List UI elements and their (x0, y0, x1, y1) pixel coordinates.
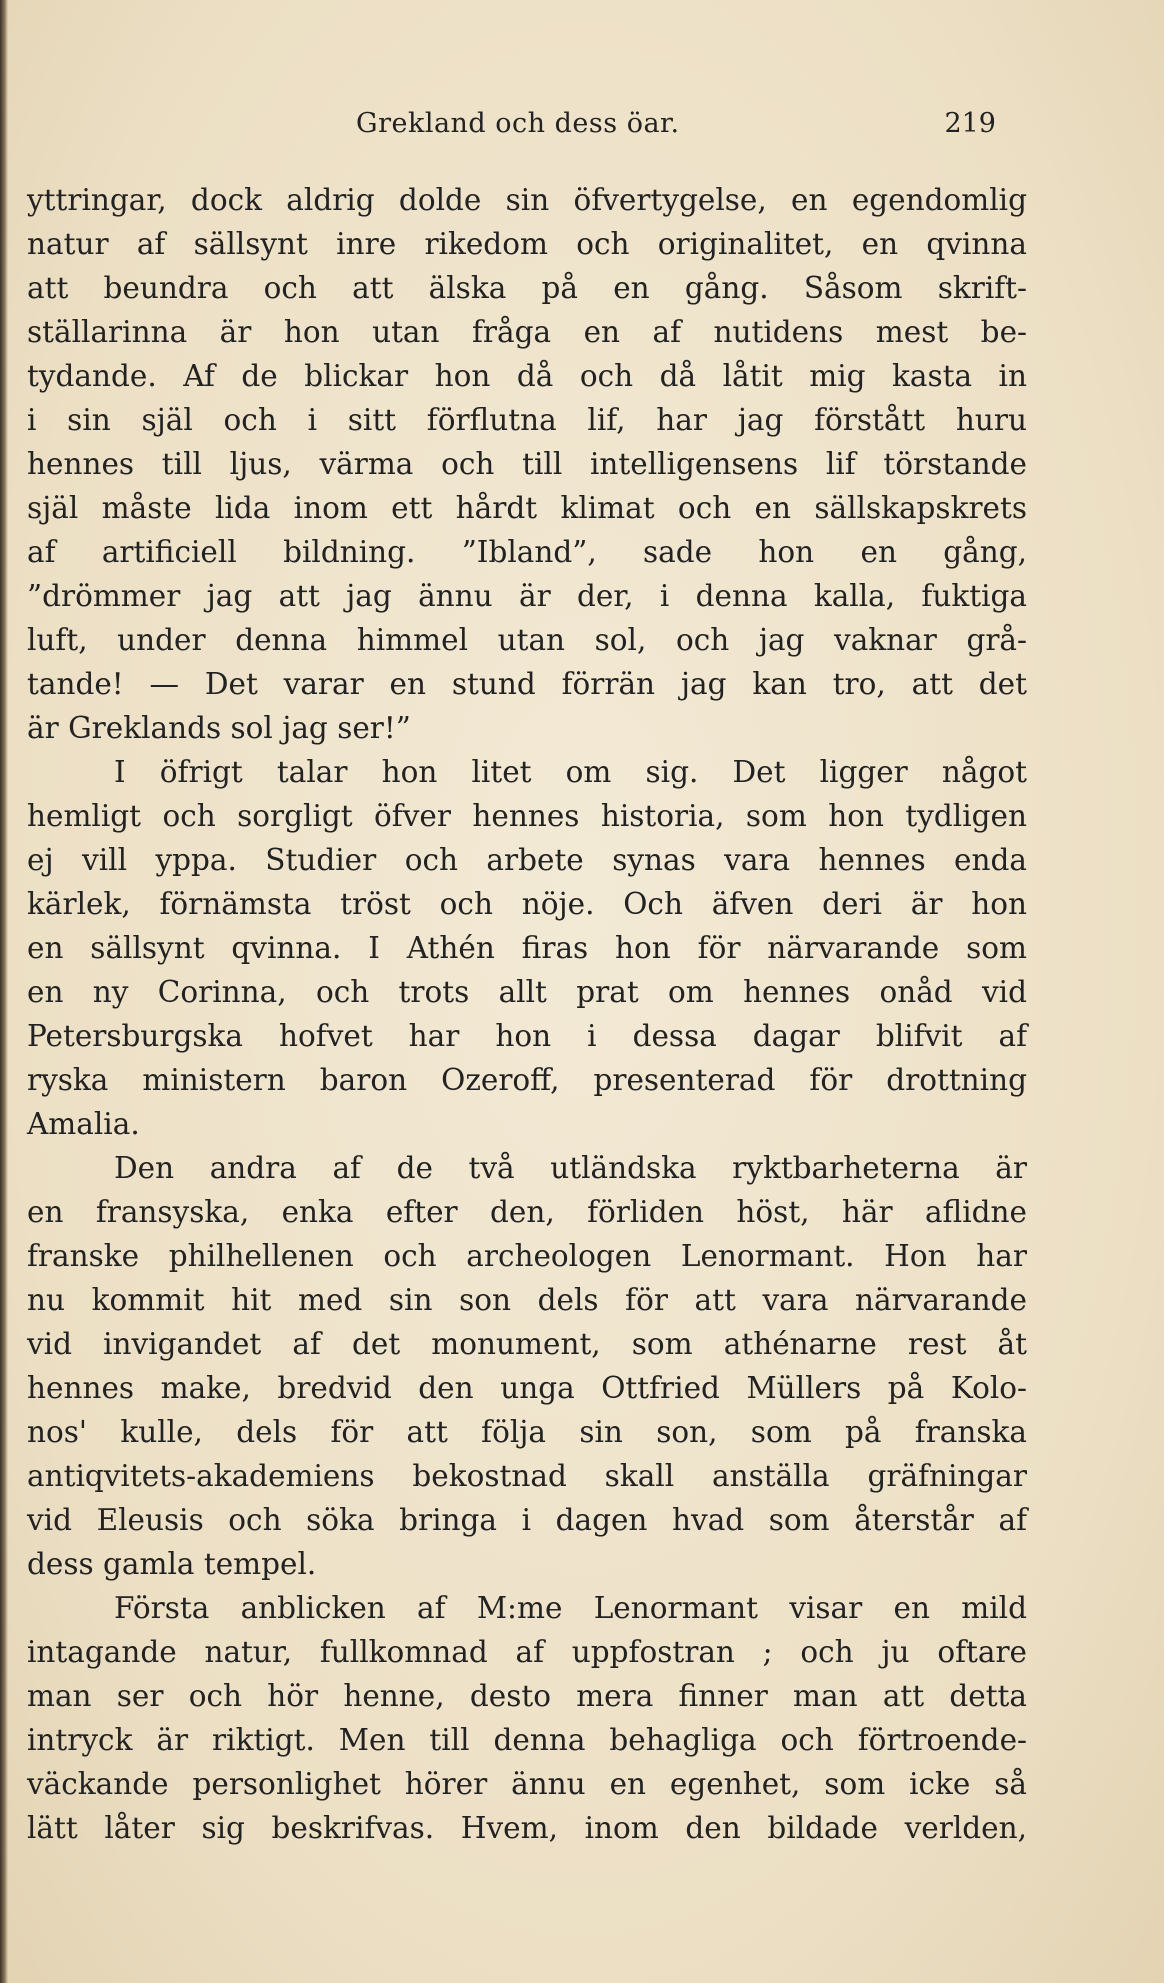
text-line: yttringar, dock aldrig dolde sin öfvertygelse, en egendomlig (27, 183, 1027, 217)
page-number: 219 (944, 108, 996, 139)
text-line: är Greklands sol jag ser!” (27, 711, 411, 745)
text-line: ej vill yppa. Studier och arbete synas vara hennes enda (27, 843, 1027, 877)
text-line: i sin själ och i sitt förflutna lif, har jag förstått huru (27, 403, 1027, 437)
text-line: Petersburgska hofvet har hon i dessa dagar blifvit af (27, 1019, 1027, 1053)
text-line: väckande personlighet hörer ännu en egenhet, som icke så (27, 1767, 1027, 1801)
text-line: själ måste lida inom ett hårdt klimat och en sällskapskrets (27, 491, 1027, 525)
text-line: man ser och hör henne, desto mera finner man att detta (27, 1679, 1027, 1713)
text-line: natur af sällsynt inre rikedom och originalitet, en qvinna (27, 227, 1027, 261)
text-line: franske philhellenen och archeologen Lenormant. Hon har (27, 1239, 1027, 1273)
text-line: hennes till ljus, värma och till intelligensens lif törstande (27, 447, 1027, 481)
text-line: tande! — Det varar en stund förrän jag kan tro, att det (27, 667, 1027, 701)
text-line: ”drömmer jag att jag ännu är der, i denna kalla, fuktiga (27, 579, 1027, 613)
running-head: Grekland och dess öar. (356, 108, 680, 139)
text-line: en ny Corinna, och trots allt prat om hennes onåd vid (27, 975, 1027, 1009)
text-line: ryska ministern baron Ozeroff, presenterad för drottning (27, 1063, 1027, 1097)
text-line: lätt låter sig beskrifvas. Hvem, inom den bildade verlden, (27, 1811, 1027, 1845)
text-line: nu kommit hit med sin son dels för att vara närvarande (27, 1283, 1027, 1317)
text-line: nos' kulle, dels för att följa sin son, som på franska (27, 1415, 1027, 1449)
text-line: en sällsynt qvinna. I Athén firas hon för närvarande som (27, 931, 1027, 965)
text-line: Amalia. (27, 1107, 140, 1141)
body-text (27, 178, 1027, 1850)
text-line: luft, under denna himmel utan sol, och jag vaknar grå- (27, 623, 1027, 657)
text-line: att beundra och att älska på en gång. Såsom skrift- (27, 271, 1027, 305)
text-line: en fransyska, enka efter den, förliden höst, här aflidne (27, 1195, 1027, 1229)
text-line: af artificiell bildning. ”Ibland”, sade hon en gång, (27, 535, 1027, 569)
text-line: intryck är riktigt. Men till denna behagliga och förtroende- (27, 1723, 1027, 1757)
text-line: hennes make, bredvid den unga Ottfried Müllers på Kolo- (27, 1371, 1027, 1405)
text-line: hemligt och sorgligt öfver hennes historia, som hon tydligen (27, 799, 1027, 833)
text-line: ställarinna är hon utan fråga en af nutidens mest be- (27, 315, 1027, 349)
text-line: dess gamla tempel. (27, 1547, 317, 1581)
text-line: I öfrigt talar hon litet om sig. Det ligger något (114, 755, 1027, 789)
page-binding-edge (0, 0, 8, 1983)
text-line: tydande. Af de blickar hon då och då låtit mig kasta in (27, 359, 1027, 393)
text-line: intagande natur, fullkomnad af uppfostran ; och ju oftare (27, 1635, 1027, 1669)
text-line: antiqvitets-akademiens bekostnad skall anställa gräfningar (27, 1459, 1027, 1493)
text-line: Den andra af de två utländska ryktbarheterna är (114, 1151, 1027, 1185)
text-line: vid invigandet af det monument, som athénarne rest åt (27, 1327, 1027, 1361)
text-line: Första anblicken af M:me Lenormant visar en mild (114, 1591, 1027, 1625)
page-header (356, 108, 996, 148)
text-line: kärlek, förnämsta tröst och nöje. Och äfven deri är hon (27, 887, 1027, 921)
text-line: vid Eleusis och söka bringa i dagen hvad som återstår af (27, 1503, 1027, 1537)
